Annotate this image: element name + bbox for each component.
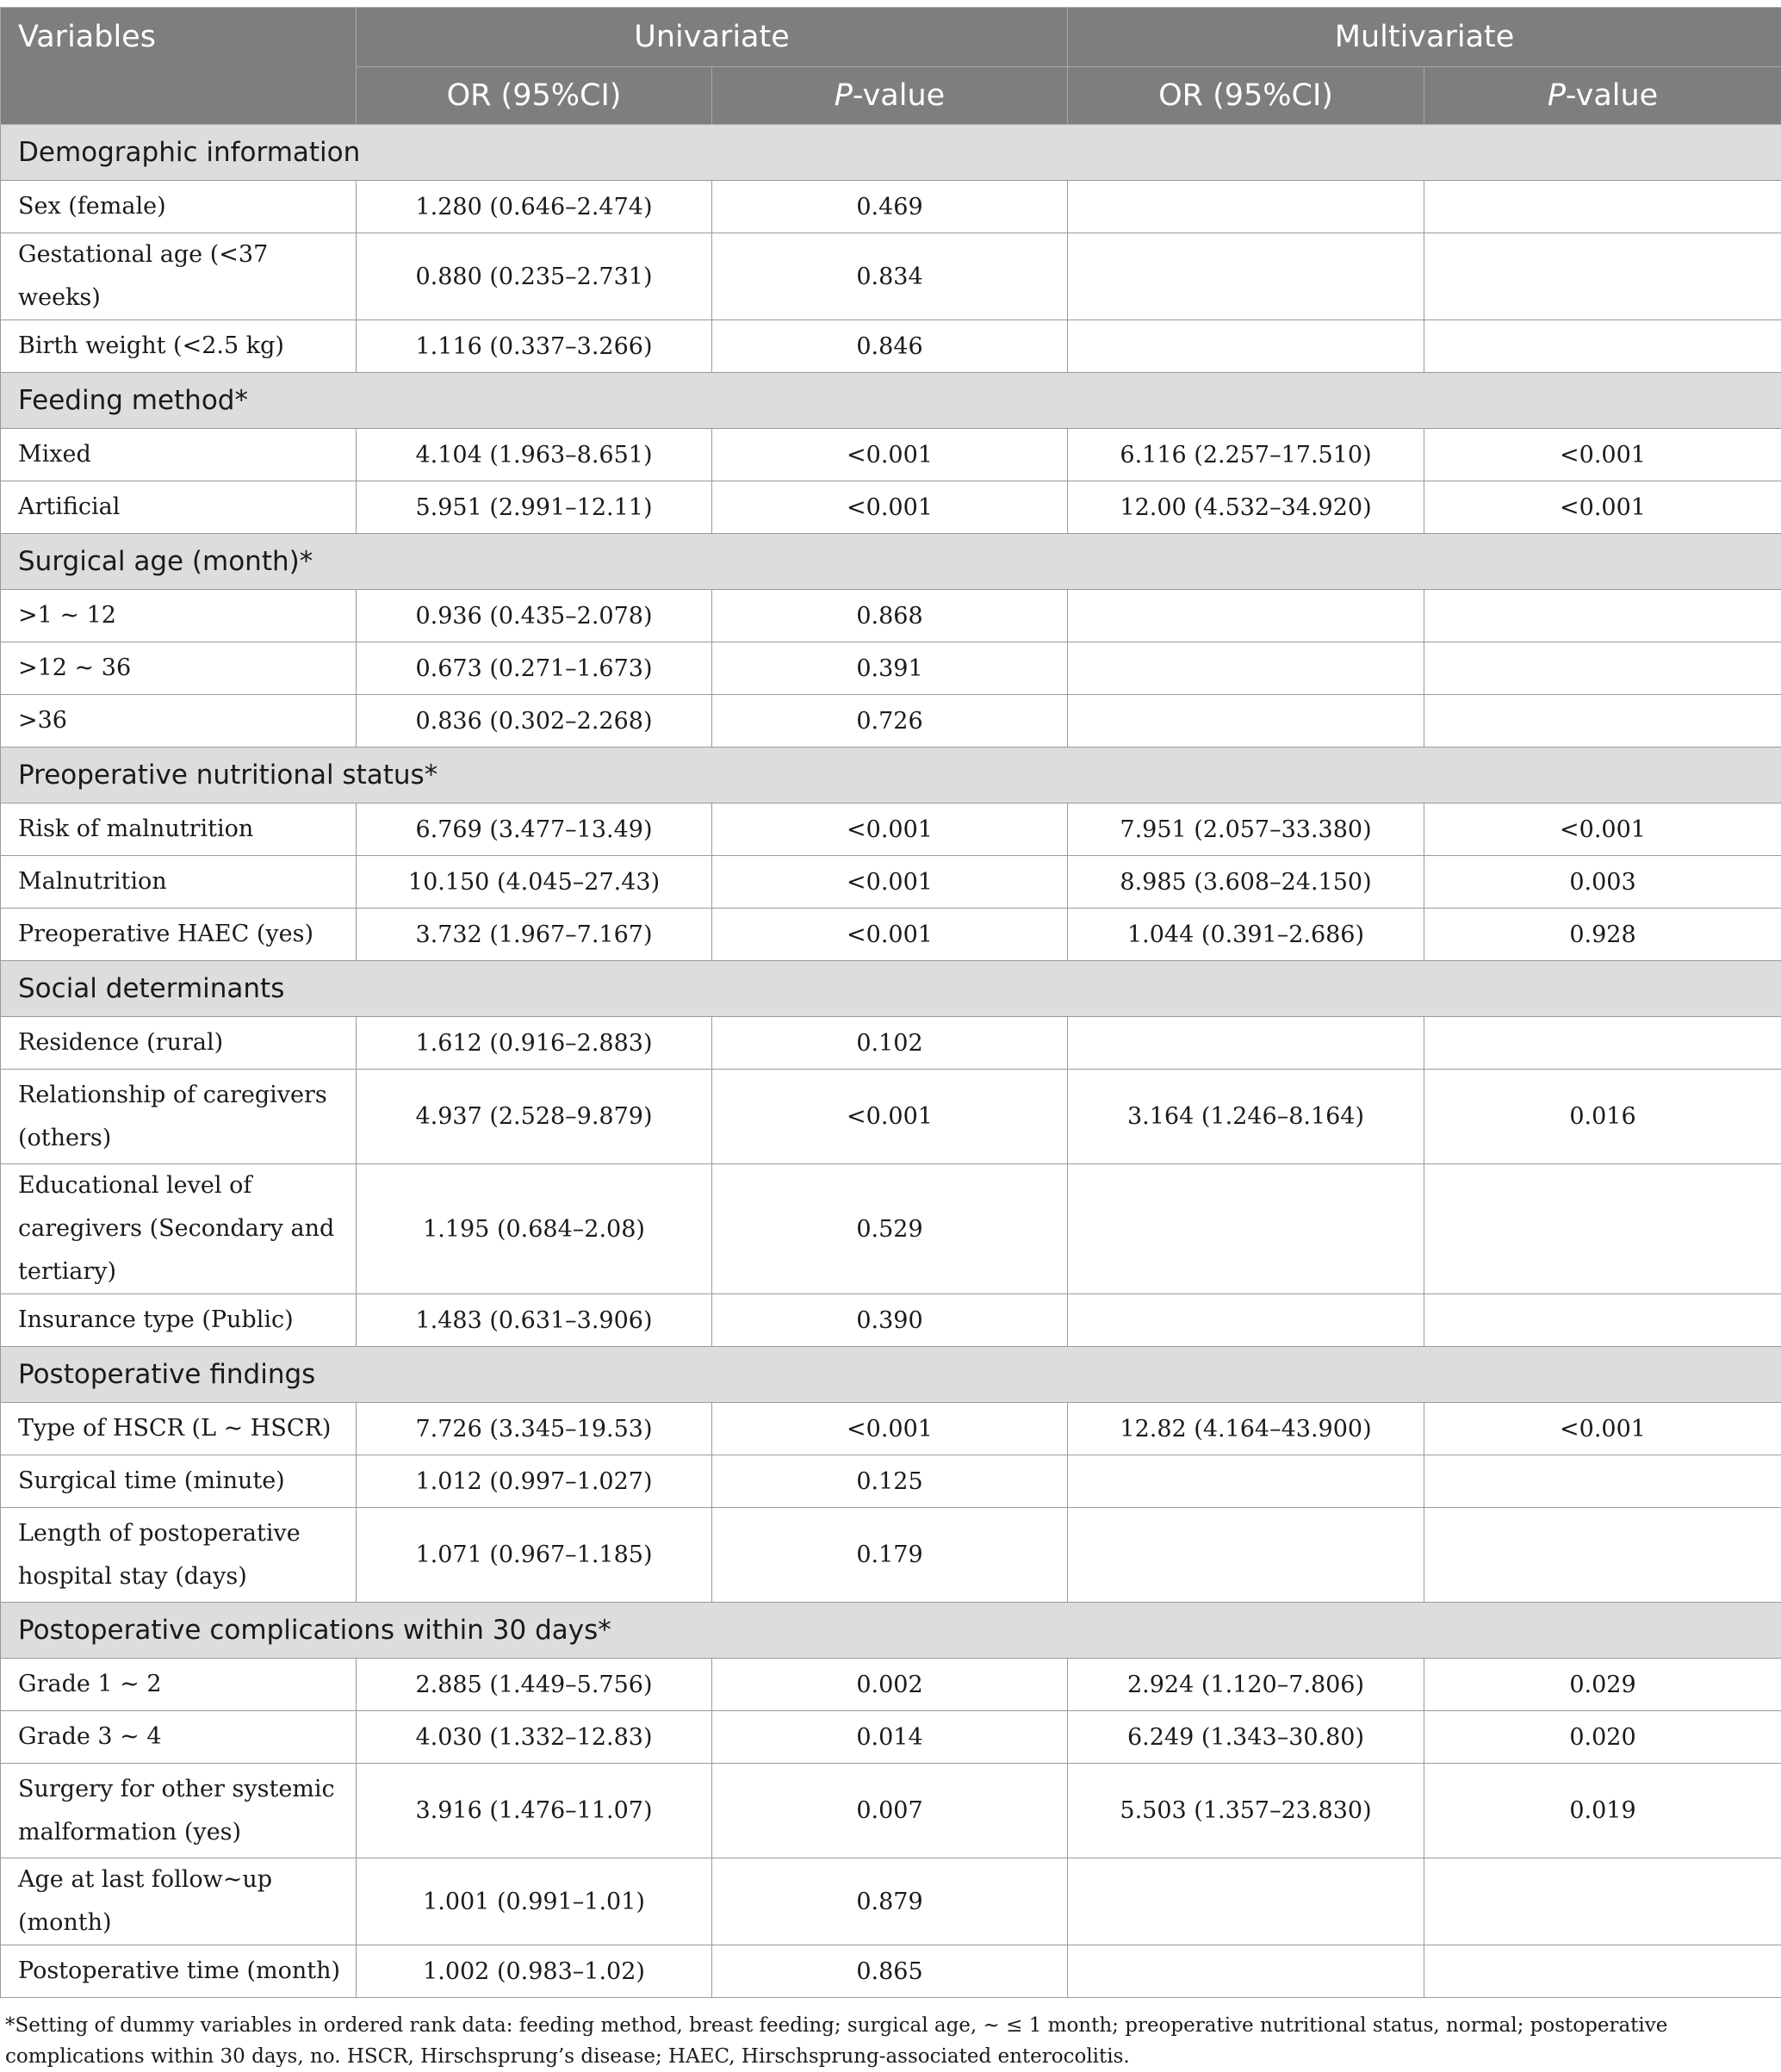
cell-multivariate-or: 12.82 (4.164–43.900) (1068, 1403, 1424, 1455)
cell-univariate-or: 1.195 (0.684–2.08) (357, 1164, 712, 1294)
table-row (1, 1858, 1781, 1945)
cell-variable: Artificial (1, 481, 357, 534)
section-row (1, 534, 1781, 590)
cell-univariate-or: 5.951 (2.991–12.11) (357, 481, 712, 534)
cell-univariate-or: 7.726 (3.345–19.53) (357, 1403, 712, 1455)
cell-univariate-or: 1.483 (0.631–3.906) (357, 1294, 712, 1347)
cell-univariate-or: 4.030 (1.332–12.83) (357, 1711, 712, 1764)
cell-multivariate-p (1424, 590, 1781, 642)
section-title: Social determinants (1, 961, 1781, 1017)
cell-multivariate-or: 6.116 (2.257–17.510) (1068, 429, 1424, 481)
cell-univariate-or: 1.001 (0.991–1.01) (357, 1858, 712, 1945)
cell-multivariate-p: 0.003 (1424, 856, 1781, 909)
header-multivariate: Multivariate (1068, 8, 1781, 67)
header-multi-or: OR (95%CI) (1068, 67, 1424, 125)
section-row (1, 748, 1781, 803)
cell-univariate-or: 1.612 (0.916–2.883) (357, 1017, 712, 1070)
cell-multivariate-p: <0.001 (1424, 481, 1781, 534)
cell-multivariate-or (1068, 181, 1424, 233)
cell-multivariate-p: 0.029 (1424, 1659, 1781, 1711)
cell-univariate-p: 0.846 (712, 320, 1068, 373)
cell-univariate-p: 0.390 (712, 1294, 1068, 1347)
cell-univariate-p: <0.001 (712, 909, 1068, 961)
cell-univariate-p: <0.001 (712, 481, 1068, 534)
cell-univariate-p: 0.879 (712, 1858, 1068, 1945)
header-p-italic: P (1548, 78, 1566, 113)
table-row (1, 1070, 1781, 1164)
cell-univariate-p: 0.469 (712, 181, 1068, 233)
cell-univariate-p: 0.726 (712, 695, 1068, 748)
cell-multivariate-or (1068, 590, 1424, 642)
header-uni-p (712, 67, 1068, 125)
cell-univariate-or: 3.732 (1.967–7.167) (357, 909, 712, 961)
cell-univariate-p: <0.001 (712, 1403, 1068, 1455)
cell-multivariate-or (1068, 233, 1424, 320)
cell-variable: Mixed (1, 429, 357, 481)
header-p-italic: P (835, 78, 853, 113)
cell-univariate-p: <0.001 (712, 1070, 1068, 1164)
table-row (1, 1711, 1781, 1764)
cell-univariate-p: 0.834 (712, 233, 1068, 320)
cell-multivariate-or (1068, 1164, 1424, 1294)
cell-univariate-or: 1.071 (0.967–1.185) (357, 1508, 712, 1603)
cell-variable: >1 ~ 12 (1, 590, 357, 642)
table-row (1, 1164, 1781, 1294)
cell-multivariate-p: 0.019 (1424, 1764, 1781, 1858)
cell-univariate-or: 0.673 (0.271–1.673) (357, 642, 712, 695)
cell-multivariate-or: 3.164 (1.246–8.164) (1068, 1070, 1424, 1164)
table-row (1, 1764, 1781, 1858)
cell-variable: Age at last follow~up (month) (1, 1858, 357, 1945)
cell-variable: Risk of malnutrition (1, 803, 357, 856)
header-p-suffix: -value (1566, 78, 1658, 113)
cell-multivariate-or: 2.924 (1.120–7.806) (1068, 1659, 1424, 1711)
cell-multivariate-or (1068, 1945, 1424, 1998)
cell-multivariate-or: 7.951 (2.057–33.380) (1068, 803, 1424, 856)
cell-multivariate-or: 6.249 (1.343–30.80) (1068, 1711, 1424, 1764)
cell-univariate-or: 3.916 (1.476–11.07) (357, 1764, 712, 1858)
cell-univariate-or: 2.885 (1.449–5.756) (357, 1659, 712, 1711)
table-row (1, 1017, 1781, 1070)
cell-multivariate-p (1424, 233, 1781, 320)
header-uni-or: OR (95%CI) (357, 67, 712, 125)
cell-multivariate-or (1068, 695, 1424, 748)
cell-univariate-p: 0.125 (712, 1455, 1068, 1508)
cell-variable: >12 ~ 36 (1, 642, 357, 695)
cell-univariate-or: 4.937 (2.528–9.879) (357, 1070, 712, 1164)
cell-univariate-p: 0.529 (712, 1164, 1068, 1294)
cell-variable: Insurance type (Public) (1, 1294, 357, 1347)
table-row (1, 642, 1781, 695)
cell-variable: Surgical time (minute) (1, 1455, 357, 1508)
cell-multivariate-p (1424, 695, 1781, 748)
cell-univariate-or: 0.936 (0.435–2.078) (357, 590, 712, 642)
cell-multivariate-or (1068, 642, 1424, 695)
section-title: Surgical age (month)* (1, 534, 1781, 590)
section-title: Feeding method* (1, 373, 1781, 429)
cell-univariate-p: 0.014 (712, 1711, 1068, 1764)
cell-univariate-or: 0.880 (0.235–2.731) (357, 233, 712, 320)
header-variables: Variables (1, 8, 357, 125)
cell-univariate-p: 0.002 (712, 1659, 1068, 1711)
section-row (1, 1347, 1781, 1403)
cell-multivariate-or (1068, 1017, 1424, 1070)
table-row (1, 1294, 1781, 1347)
table-header (1, 8, 1781, 125)
cell-multivariate-p (1424, 642, 1781, 695)
cell-multivariate-or: 12.00 (4.532–34.920) (1068, 481, 1424, 534)
table-row (1, 1455, 1781, 1508)
table-row (1, 909, 1781, 961)
section-title: Demographic information (1, 125, 1781, 181)
cell-univariate-or: 1.116 (0.337–3.266) (357, 320, 712, 373)
cell-variable: Grade 3 ~ 4 (1, 1711, 357, 1764)
cell-variable: Length of postoperative hospital stay (days) (1, 1508, 357, 1603)
cell-univariate-p: 0.868 (712, 590, 1068, 642)
cell-multivariate-or: 5.503 (1.357–23.830) (1068, 1764, 1424, 1858)
regression-table (0, 7, 1781, 1998)
section-row (1, 125, 1781, 181)
cell-variable: Type of HSCR (L ~ HSCR) (1, 1403, 357, 1455)
table-row (1, 481, 1781, 534)
section-title: Postoperative complications within 30 days* (1, 1603, 1781, 1659)
cell-univariate-p: 0.179 (712, 1508, 1068, 1603)
cell-univariate-p: <0.001 (712, 429, 1068, 481)
header-multi-p (1424, 67, 1781, 125)
table-row (1, 1659, 1781, 1711)
cell-multivariate-p (1424, 1508, 1781, 1603)
cell-multivariate-p (1424, 1164, 1781, 1294)
cell-variable: Gestational age (<37 weeks) (1, 233, 357, 320)
section-row (1, 373, 1781, 429)
header-univariate: Univariate (357, 8, 1068, 67)
cell-univariate-or: 1.012 (0.997–1.027) (357, 1455, 712, 1508)
table-row (1, 1403, 1781, 1455)
cell-variable: Preoperative HAEC (yes) (1, 909, 357, 961)
cell-variable: Relationship of caregivers (others) (1, 1070, 357, 1164)
cell-multivariate-p (1424, 1945, 1781, 1998)
cell-univariate-or: 10.150 (4.045–27.43) (357, 856, 712, 909)
cell-variable: Residence (rural) (1, 1017, 357, 1070)
table-row (1, 590, 1781, 642)
cell-variable: Sex (female) (1, 181, 357, 233)
cell-multivariate-p (1424, 1455, 1781, 1508)
cell-variable: Grade 1 ~ 2 (1, 1659, 357, 1711)
cell-multivariate-or (1068, 1508, 1424, 1603)
table-row (1, 429, 1781, 481)
cell-multivariate-p: <0.001 (1424, 429, 1781, 481)
cell-univariate-or: 1.280 (0.646–2.474) (357, 181, 712, 233)
cell-multivariate-or (1068, 1858, 1424, 1945)
table-row (1, 233, 1781, 320)
cell-variable: Birth weight (<2.5 kg) (1, 320, 357, 373)
cell-multivariate-p (1424, 181, 1781, 233)
table-body (1, 125, 1781, 1998)
cell-multivariate-p (1424, 1858, 1781, 1945)
cell-variable: Malnutrition (1, 856, 357, 909)
table-row (1, 1508, 1781, 1603)
cell-univariate-or: 0.836 (0.302–2.268) (357, 695, 712, 748)
cell-univariate-p: 0.391 (712, 642, 1068, 695)
cell-univariate-p: 0.007 (712, 1764, 1068, 1858)
section-title: Postoperative findings (1, 1347, 1781, 1403)
cell-multivariate-p: <0.001 (1424, 1403, 1781, 1455)
cell-multivariate-p: 0.020 (1424, 1711, 1781, 1764)
cell-multivariate-or: 8.985 (3.608–24.150) (1068, 856, 1424, 909)
table-row (1, 695, 1781, 748)
cell-univariate-p: 0.865 (712, 1945, 1068, 1998)
cell-multivariate-or (1068, 1455, 1424, 1508)
table-row (1, 856, 1781, 909)
cell-variable: >36 (1, 695, 357, 748)
section-row (1, 961, 1781, 1017)
cell-variable: Postoperative time (month) (1, 1945, 357, 1998)
table-row (1, 1945, 1781, 1998)
cell-multivariate-p: 0.928 (1424, 909, 1781, 961)
table-row (1, 320, 1781, 373)
cell-univariate-or: 6.769 (3.477–13.49) (357, 803, 712, 856)
cell-multivariate-p (1424, 1017, 1781, 1070)
table-footnote: *Setting of dummy variables in ordered rank data: feeding method, breast feeding; surgical age, ~ ≤ 1 month; preoperative nutritional status, normal; postoperative complications within 30 days, no. HSCR, Hirschsprung’s disease; HAEC, Hirschsprung-associated enterocolitis. (0, 1998, 1767, 2072)
cell-variable: Educational level of caregivers (Secondary and tertiary) (1, 1164, 357, 1294)
cell-univariate-p: <0.001 (712, 803, 1068, 856)
cell-univariate-or: 1.002 (0.983–1.02) (357, 1945, 712, 1998)
cell-variable: Surgery for other systemic malformation (yes) (1, 1764, 357, 1858)
cell-multivariate-p: <0.001 (1424, 803, 1781, 856)
cell-multivariate-or (1068, 320, 1424, 373)
header-p-suffix: -value (853, 78, 945, 113)
table-row (1, 181, 1781, 233)
cell-multivariate-p (1424, 1294, 1781, 1347)
cell-univariate-p: 0.102 (712, 1017, 1068, 1070)
section-title: Preoperative nutritional status* (1, 748, 1781, 803)
cell-multivariate-p (1424, 320, 1781, 373)
cell-univariate-or: 4.104 (1.963–8.651) (357, 429, 712, 481)
table-container (0, 7, 1781, 2072)
cell-multivariate-p: 0.016 (1424, 1070, 1781, 1164)
cell-multivariate-or: 1.044 (0.391–2.686) (1068, 909, 1424, 961)
cell-univariate-p: <0.001 (712, 856, 1068, 909)
cell-multivariate-or (1068, 1294, 1424, 1347)
table-row (1, 803, 1781, 856)
section-row (1, 1603, 1781, 1659)
